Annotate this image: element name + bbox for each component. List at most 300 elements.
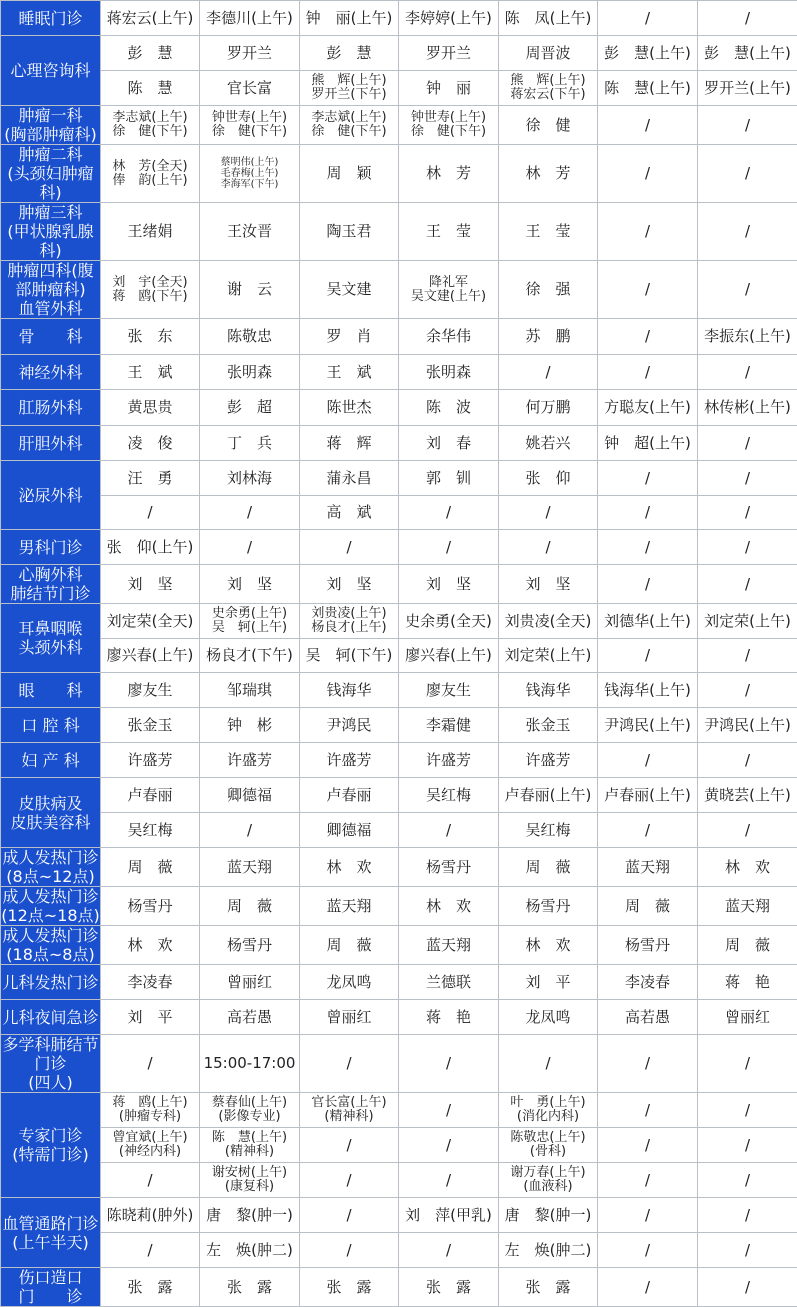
- schedule-cell: [300, 106, 399, 145]
- schedule-cell: [300, 390, 399, 426]
- schedule-cell: [399, 1035, 499, 1093]
- doctor-entry: 钟 彬: [200, 717, 299, 734]
- doctor-entry: /: [598, 1102, 697, 1119]
- doctor-entry: 刘 平: [499, 974, 597, 991]
- doctor-entry: 谢安树(上午): [200, 1166, 299, 1180]
- doctor-entry: 黄思贵: [101, 399, 199, 416]
- doctor-entry: /: [598, 1137, 697, 1154]
- doctor-entry: 蓝天翔: [598, 859, 697, 876]
- doctor-entry: 吴文建: [300, 281, 398, 298]
- schedule-cell: [101, 36, 200, 71]
- schedule-cell: [101, 1233, 200, 1268]
- schedule-cell: [200, 145, 300, 203]
- schedule-cell: [399, 461, 499, 496]
- schedule-cell: [598, 604, 698, 639]
- schedule-cell: [598, 390, 698, 426]
- doctor-entry: 俸 韵(上午): [101, 174, 199, 188]
- doctor-entry: /: [598, 647, 697, 664]
- schedule-cell: [598, 673, 698, 708]
- schedule-cell: [698, 565, 797, 604]
- schedule-cell: [598, 1198, 698, 1233]
- doctor-entry: /: [598, 1279, 697, 1296]
- schedule-row: [1, 926, 797, 965]
- schedule-cell: [399, 965, 499, 1000]
- doctor-entry: 黄晓芸(上午): [698, 787, 797, 804]
- schedule-cell: [698, 1233, 797, 1268]
- doctor-entry: 刘贵凌(上午): [300, 607, 398, 621]
- schedule-cell: [399, 848, 499, 887]
- schedule-cell: [300, 565, 399, 604]
- schedule-cell: [200, 36, 300, 71]
- department-name-line: 耳鼻咽喉: [1, 619, 100, 638]
- doctor-entry: /: [698, 576, 797, 593]
- schedule-cell: [101, 673, 200, 708]
- doctor-entry: /: [300, 1172, 398, 1189]
- schedule-cell: [399, 639, 499, 673]
- doctor-entry: 李凌春: [598, 974, 697, 991]
- schedule-cell: [101, 1163, 200, 1198]
- doctor-entry: 丁 兵: [200, 435, 299, 452]
- department-name: [1, 36, 101, 106]
- department-name: [1, 887, 101, 926]
- doctor-entry: 杨良才(下午): [200, 647, 299, 664]
- doctor-entry: /: [399, 822, 498, 839]
- doctor-entry: /: [598, 504, 697, 521]
- schedule-cell: [300, 1163, 399, 1198]
- doctor-entry: /: [598, 223, 697, 240]
- schedule-cell: [698, 426, 797, 461]
- doctor-entry: 蓝天翔: [300, 898, 398, 915]
- schedule-row: [1, 319, 797, 355]
- doctor-entry: /: [698, 364, 797, 381]
- schedule-row: [1, 203, 797, 261]
- doctor-entry: 王绪娟: [101, 223, 199, 240]
- doctor-entry: 刘 坚: [101, 576, 199, 593]
- schedule-cell: [499, 426, 598, 461]
- schedule-cell: [200, 673, 300, 708]
- doctor-entry: /: [598, 1242, 697, 1259]
- schedule-cell: [101, 708, 200, 743]
- schedule-cell: [598, 1163, 698, 1198]
- schedule-cell: [300, 604, 399, 639]
- department-name-line: 儿科发热门诊: [1, 973, 100, 992]
- schedule-row: [1, 604, 797, 639]
- doctor-entry: (肿瘤专科): [101, 1110, 199, 1124]
- doctor-entry: 王 斌: [101, 364, 199, 381]
- schedule-cell: [200, 813, 300, 848]
- schedule-cell: [300, 639, 399, 673]
- department-name-line: 睡眠门诊: [1, 9, 100, 28]
- doctor-entry: /: [399, 1055, 498, 1072]
- doctor-entry: 蒲永昌: [300, 470, 398, 487]
- doctor-entry: 刘 坚: [499, 576, 597, 593]
- doctor-entry: 何万鹏: [499, 399, 597, 416]
- schedule-row: [1, 1128, 797, 1163]
- doctor-entry: /: [598, 364, 697, 381]
- schedule-cell: [300, 203, 399, 261]
- schedule-cell: [300, 926, 399, 965]
- doctor-entry: /: [101, 504, 199, 521]
- schedule-body: [1, 1, 797, 1307]
- doctor-entry: 蔡春仙(上午): [200, 1096, 299, 1110]
- schedule-row: [1, 708, 797, 743]
- schedule-cell: [698, 355, 797, 390]
- department-name-line: 血管外科: [1, 299, 100, 318]
- doctor-entry: /: [698, 822, 797, 839]
- schedule-cell: [698, 145, 797, 203]
- department-name: [1, 203, 101, 261]
- department-name: [1, 319, 101, 355]
- doctor-entry: /: [399, 1102, 498, 1119]
- schedule-cell: [300, 1, 399, 36]
- doctor-entry: 蔡明伟(上午): [200, 157, 299, 168]
- doctor-entry: /: [698, 1102, 797, 1119]
- doctor-entry: 吴红梅: [101, 822, 199, 839]
- doctor-entry: 谢 云: [200, 281, 299, 298]
- schedule-cell: [300, 848, 399, 887]
- schedule-cell: [101, 965, 200, 1000]
- doctor-entry: 蒋 辉: [300, 435, 398, 452]
- schedule-cell: [698, 1198, 797, 1233]
- schedule-cell: [101, 390, 200, 426]
- doctor-entry: 吴 轲(下午): [300, 647, 398, 664]
- doctor-entry: 钟世寿(上午): [399, 111, 498, 125]
- schedule-cell: [698, 708, 797, 743]
- schedule-cell: [200, 71, 300, 106]
- schedule-cell: [399, 1000, 499, 1035]
- schedule-cell: [300, 261, 399, 319]
- department-name-line: (上午半天): [1, 1233, 100, 1252]
- doctor-entry: 张明森: [399, 364, 498, 381]
- department-name: [1, 1268, 101, 1307]
- doctor-entry: 杨雪丹: [200, 937, 299, 954]
- doctor-entry: 方聪友(上午): [598, 399, 697, 416]
- doctor-entry: /: [399, 539, 498, 556]
- schedule-cell: [200, 1035, 300, 1093]
- schedule-cell: [101, 1035, 200, 1093]
- doctor-entry: 钟 丽(上午): [300, 10, 398, 27]
- schedule-cell: [101, 848, 200, 887]
- schedule-cell: [101, 319, 200, 355]
- doctor-entry: 周 薇: [598, 898, 697, 915]
- schedule-row: [1, 565, 797, 604]
- doctor-entry: /: [698, 752, 797, 769]
- schedule-cell: [200, 426, 300, 461]
- department-name: [1, 1000, 101, 1035]
- schedule-cell: [399, 1268, 499, 1307]
- doctor-entry: 林 芳: [499, 165, 597, 182]
- schedule-cell: [300, 36, 399, 71]
- schedule-cell: [698, 1163, 797, 1198]
- doctor-entry: (精神科): [300, 1110, 398, 1124]
- schedule-cell: [300, 145, 399, 203]
- doctor-entry: 陈敬忠(上午): [499, 1131, 597, 1145]
- schedule-cell: [598, 461, 698, 496]
- schedule-row: [1, 1035, 797, 1093]
- department-name-line: 多学科肺结节门诊: [1, 1035, 100, 1073]
- schedule-cell: [399, 926, 499, 965]
- schedule-cell: [499, 926, 598, 965]
- schedule-cell: [399, 1163, 499, 1198]
- doctor-entry: /: [698, 504, 797, 521]
- schedule-cell: [200, 778, 300, 813]
- department-name: [1, 261, 101, 319]
- doctor-entry: 钟世寿(上午): [200, 111, 299, 125]
- doctor-entry: 林 欢: [698, 859, 797, 876]
- doctor-entry: 杨雪丹: [399, 859, 498, 876]
- doctor-entry: 张 露: [101, 1279, 199, 1296]
- doctor-entry: /: [399, 1242, 498, 1259]
- doctor-entry: 卢春丽: [300, 787, 398, 804]
- doctor-entry: 周 颖: [300, 165, 398, 182]
- doctor-entry: /: [598, 822, 697, 839]
- schedule-row: [1, 145, 797, 203]
- doctor-entry: 熊 辉(上午): [300, 74, 398, 88]
- doctor-entry: 蒋 鸥(上午): [101, 1096, 199, 1110]
- doctor-entry: 罗开兰: [200, 45, 299, 62]
- doctor-entry: 许盛芳: [300, 752, 398, 769]
- department-name: [1, 1093, 101, 1198]
- doctor-entry: 周 薇: [300, 937, 398, 954]
- doctor-entry: 曾宜斌(上午): [101, 1131, 199, 1145]
- doctor-entry: 吴红梅: [399, 787, 498, 804]
- schedule-cell: [698, 813, 797, 848]
- schedule-cell: [598, 36, 698, 71]
- department-name: [1, 743, 101, 778]
- schedule-cell: [300, 426, 399, 461]
- schedule-cell: [499, 355, 598, 390]
- doctor-entry: 彭 慧(上午): [598, 45, 697, 62]
- doctor-entry: /: [399, 1137, 498, 1154]
- schedule-cell: [598, 319, 698, 355]
- schedule-cell: [698, 926, 797, 965]
- schedule-row: [1, 1163, 797, 1198]
- schedule-cell: [300, 319, 399, 355]
- department-name-line: 骨 科: [1, 327, 100, 346]
- schedule-cell: [499, 887, 598, 926]
- doctor-entry: 徐 健(下午): [300, 125, 398, 139]
- doctor-entry: 陶玉君: [300, 223, 398, 240]
- doctor-entry: 官长富: [200, 80, 299, 97]
- doctor-entry: 廖友生: [399, 682, 498, 699]
- department-name: [1, 926, 101, 965]
- doctor-entry: 尹鸿民(上午): [598, 717, 697, 734]
- schedule-cell: [200, 708, 300, 743]
- schedule-cell: [101, 639, 200, 673]
- doctor-entry: (精神科): [200, 1145, 299, 1159]
- schedule-cell: [399, 145, 499, 203]
- department-name-line: (12点~18点): [1, 906, 100, 925]
- doctor-entry: /: [698, 682, 797, 699]
- department-name-line: 心胸外科: [1, 565, 100, 584]
- doctor-entry: 林 芳: [399, 165, 498, 182]
- schedule-cell: [698, 848, 797, 887]
- schedule-cell: [499, 848, 598, 887]
- doctor-entry: 罗开兰(下午): [300, 88, 398, 102]
- schedule-cell: [499, 639, 598, 673]
- schedule-cell: [598, 1233, 698, 1268]
- department-name: [1, 461, 101, 530]
- doctor-entry: 李海军(下午): [200, 179, 299, 190]
- doctor-entry: /: [698, 470, 797, 487]
- doctor-entry: 15:00-17:00: [200, 1055, 299, 1072]
- schedule-cell: [598, 530, 698, 565]
- doctor-entry: /: [598, 117, 697, 134]
- doctor-entry: 刘 春: [399, 435, 498, 452]
- schedule-cell: [300, 965, 399, 1000]
- doctor-entry: 李霜健: [399, 717, 498, 734]
- schedule-cell: [499, 1035, 598, 1093]
- schedule-cell: [300, 71, 399, 106]
- schedule-row: [1, 1093, 797, 1128]
- department-name-line: (四人): [1, 1073, 100, 1092]
- department-name-line: 皮肤病及: [1, 794, 100, 813]
- department-name: [1, 965, 101, 1000]
- schedule-cell: [399, 708, 499, 743]
- schedule-cell: [399, 390, 499, 426]
- doctor-entry: /: [698, 1137, 797, 1154]
- schedule-cell: [399, 743, 499, 778]
- doctor-entry: 卿德福: [300, 822, 398, 839]
- department-name-line: (头颈妇肿瘤科): [1, 164, 100, 202]
- department-name-line: 眼 科: [1, 681, 100, 700]
- doctor-entry: (骨科): [499, 1145, 597, 1159]
- schedule-cell: [300, 887, 399, 926]
- doctor-entry: 刘德华(上午): [598, 613, 697, 630]
- doctor-entry: 张 东: [101, 328, 199, 345]
- schedule-cell: [598, 1035, 698, 1093]
- department-name-line: 口 腔 科: [1, 716, 100, 735]
- schedule-row: [1, 355, 797, 390]
- doctor-entry: /: [300, 539, 398, 556]
- schedule-cell: [200, 1, 300, 36]
- schedule-cell: [101, 426, 200, 461]
- schedule-cell: [698, 1035, 797, 1093]
- doctor-entry: 陈晓莉(肿外): [101, 1207, 199, 1224]
- doctor-entry: 李振东(上午): [698, 328, 797, 345]
- doctor-entry: 姚若兴: [499, 435, 597, 452]
- doctor-entry: 蒋 艳: [698, 974, 797, 991]
- schedule-cell: [300, 1198, 399, 1233]
- schedule-row: [1, 71, 797, 106]
- doctor-entry: (神经内科): [101, 1145, 199, 1159]
- department-name-line: 肺结节门诊: [1, 584, 100, 603]
- doctor-entry: 张 仰(上午): [101, 539, 199, 556]
- schedule-cell: [499, 1198, 598, 1233]
- schedule-cell: [101, 1, 200, 36]
- department-name-line: (18点~8点): [1, 945, 100, 964]
- doctor-entry: 蒋宏云(下午): [499, 88, 597, 102]
- doctor-entry: /: [698, 1279, 797, 1296]
- doctor-entry: 周晋波: [499, 45, 597, 62]
- schedule-row: [1, 673, 797, 708]
- doctor-entry: 余华伟: [399, 328, 498, 345]
- schedule-row: [1, 1000, 797, 1035]
- schedule-cell: [399, 887, 499, 926]
- department-name-line: (甲状腺乳腺科): [1, 222, 100, 260]
- doctor-entry: 张 露: [399, 1279, 498, 1296]
- schedule-cell: [598, 887, 698, 926]
- schedule-cell: [598, 926, 698, 965]
- schedule-cell: [101, 778, 200, 813]
- schedule-cell: [200, 1163, 300, 1198]
- schedule-cell: [399, 203, 499, 261]
- schedule-cell: [101, 1000, 200, 1035]
- doctor-entry: /: [598, 1207, 697, 1224]
- schedule-cell: [101, 145, 200, 203]
- doctor-entry: /: [598, 470, 697, 487]
- doctor-entry: 高若愚: [200, 1009, 299, 1026]
- schedule-cell: [300, 1093, 399, 1128]
- schedule-cell: [300, 1128, 399, 1163]
- schedule-cell: [698, 530, 797, 565]
- schedule-cell: [698, 36, 797, 71]
- schedule-cell: [399, 604, 499, 639]
- schedule-cell: [101, 355, 200, 390]
- schedule-cell: [101, 1093, 200, 1128]
- doctor-entry: 许盛芳: [399, 752, 498, 769]
- doctor-entry: 廖友生: [101, 682, 199, 699]
- department-name: [1, 1035, 101, 1093]
- department-name: [1, 604, 101, 673]
- schedule-cell: [200, 1128, 300, 1163]
- department-name-line: 伤口造口: [1, 1268, 100, 1287]
- schedule-cell: [698, 604, 797, 639]
- doctor-entry: /: [698, 10, 797, 27]
- doctor-entry: 邹瑞琪: [200, 682, 299, 699]
- doctor-entry: 林 欢: [101, 937, 199, 954]
- doctor-entry: 左 焕(肿二): [200, 1242, 299, 1259]
- schedule-cell: [300, 1233, 399, 1268]
- department-name-line: 肿瘤一科: [1, 106, 100, 125]
- schedule-cell: [598, 1000, 698, 1035]
- schedule-cell: [300, 461, 399, 496]
- department-name-line: 头颈外科: [1, 638, 100, 657]
- department-name: [1, 530, 101, 565]
- schedule-cell: [499, 36, 598, 71]
- doctor-entry: 陈 慧(上午): [598, 80, 697, 97]
- schedule-cell: [598, 1128, 698, 1163]
- schedule-cell: [698, 1093, 797, 1128]
- doctor-entry: /: [101, 1242, 199, 1259]
- schedule-cell: [698, 461, 797, 496]
- schedule-cell: [698, 639, 797, 673]
- schedule-cell: [499, 319, 598, 355]
- doctor-entry: 曾丽红: [300, 1009, 398, 1026]
- doctor-entry: 史余勇(上午): [200, 607, 299, 621]
- doctor-entry: 吴 轲(上午): [200, 621, 299, 635]
- doctor-entry: /: [698, 1207, 797, 1224]
- doctor-entry: 毛春梅(上午): [200, 168, 299, 179]
- schedule-cell: [499, 106, 598, 145]
- schedule-cell: [200, 604, 300, 639]
- schedule-cell: [499, 813, 598, 848]
- doctor-entry: /: [101, 1055, 199, 1072]
- schedule-row: [1, 461, 797, 496]
- schedule-cell: [598, 71, 698, 106]
- doctor-entry: /: [698, 435, 797, 452]
- doctor-entry: 龙凤鸣: [300, 974, 398, 991]
- department-name: [1, 355, 101, 390]
- schedule-cell: [698, 390, 797, 426]
- schedule-cell: [399, 426, 499, 461]
- schedule-cell: [399, 1233, 499, 1268]
- schedule-cell: [200, 496, 300, 530]
- schedule-cell: [499, 530, 598, 565]
- schedule-cell: [499, 1128, 598, 1163]
- doctor-entry: 刘林海: [200, 470, 299, 487]
- schedule-row: [1, 36, 797, 71]
